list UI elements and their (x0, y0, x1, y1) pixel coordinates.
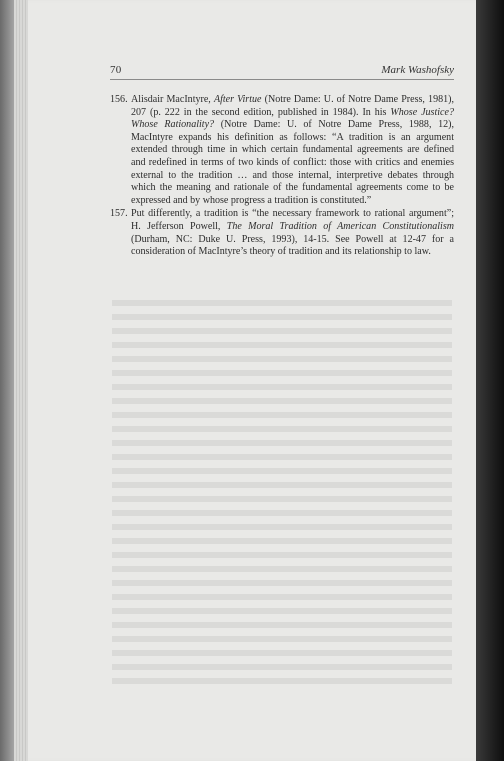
italic-title: After Virtue (213, 94, 262, 105)
page-number: 70 (110, 64, 122, 76)
endnote-text (131, 94, 454, 207)
running-head-author: Mark Washofsky (381, 64, 454, 76)
text-run: (Durham, NC: Duke U. Press, 1993), 14-15. See Powell at 12-47 for a consideration of MacIntyre’s theory of tradition and its relationship to law. (131, 233, 454, 258)
show-through-text (112, 300, 452, 690)
endnote-text (131, 208, 454, 258)
book-edge-right (476, 0, 504, 761)
text-run: (Notre Dame: U. of Notre Dame Press, 1988, 12), MacIntyre expands his definition as follows: “A tradition is an argument extended through time in which certain fundamental agreements are defined and redefined in terms of two kinds of conflict: those with critics and enemies external to the tradition … and those internal, interpretive debates through which the meaning and rationale of the fundamental agreements come to be expressed and by whose progress a tradition is constituted.” (131, 119, 455, 206)
text-run: (Notre Dame: U. of Notre Dame Press, 1981), 207 (p. 222 in the second edition, published in 1984). In his (131, 94, 454, 118)
text-run: Put differently, a tradition is “the necessary framework to rational argument”; H. Jefferson Powell, (131, 208, 454, 232)
running-head (110, 64, 454, 80)
italic-title: Whose Justice? Whose Rationality? (131, 106, 454, 131)
endnotes (110, 94, 454, 259)
text-run: Alisdair MacIntyre, (131, 94, 214, 105)
page-stack-edges (14, 0, 28, 761)
endnote (110, 94, 454, 207)
italic-title: The Moral Tradition of American Constitutionalism (226, 220, 454, 232)
endnote-number: 157. (110, 208, 128, 220)
endnote-number: 156. (110, 94, 128, 105)
endnote (110, 208, 454, 258)
